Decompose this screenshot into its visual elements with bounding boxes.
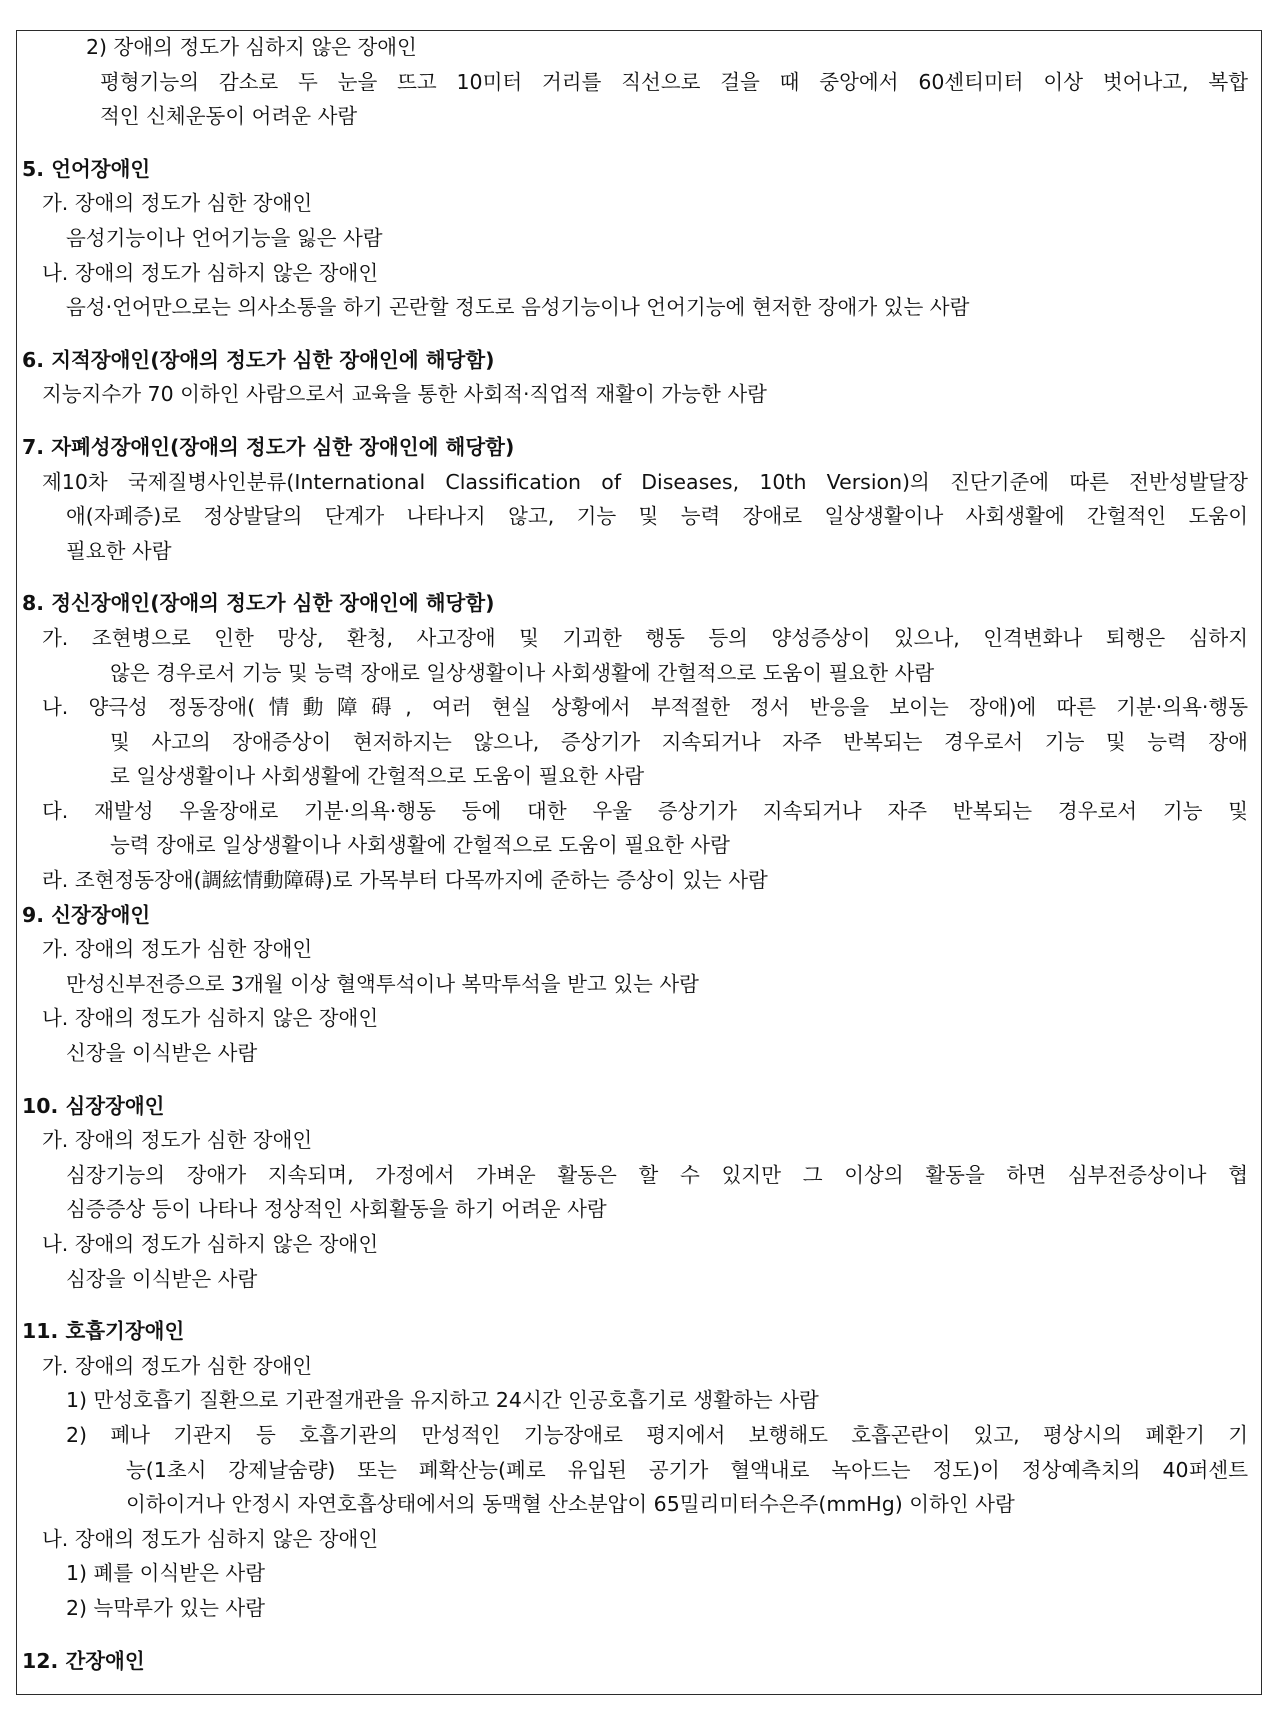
- s8-ga-line2: 않은 경우로서 기능 및 능력 장애로 일상생활이나 사회생활에 간헐적으로 도움이 필요한 사람: [110, 660, 935, 685]
- s5-na-text: 음성·언어만으로는 의사소통을 하기 곤란할 정도로 음성기능이나 언어기능에 현저한 장애가 있는 사람: [66, 295, 970, 320]
- s9-na-text: 신장을 이식받은 사람: [66, 1041, 258, 1066]
- section-gap: [22, 325, 1254, 343]
- s4-sub2-text-line2: 적인 신체운동이 어려운 사람: [100, 104, 358, 129]
- section-gap: [22, 134, 1254, 152]
- s11-ga-item1: 1) 만성호흡기 질환으로 기관절개관을 유지하고 24시간 인공호흡기로 생활하는 사람: [66, 1388, 819, 1413]
- section-gap: [22, 412, 1254, 430]
- s10-ga-label: 가. 장애의 정도가 심한 장애인: [42, 1128, 313, 1153]
- s7-text-line3: 필요한 사람: [66, 538, 172, 563]
- s11-heading: 11. 호흡기장애인: [22, 1319, 185, 1344]
- s8-na-line1: 나. 양극성 정동장애(情動障碍, 여러 현실 상황에서 부적절한 정서 반응을 보이는 장애)에 따른 기분·의욕·행동: [42, 695, 1248, 720]
- s6-text: 지능지수가 70 이하인 사람으로서 교육을 통한 사회적·직업적 재활이 가능한 사람: [42, 382, 767, 407]
- s11-ga-item2-line3: 이하이거나 안정시 자연호흡상태에서의 동맥혈 산소분압이 65밀리미터수은주(mmHg) 이하인 사람: [126, 1492, 1015, 1517]
- s5-ga-text: 음성기능이나 언어기능을 잃은 사람: [66, 225, 383, 250]
- s9-ga-label: 가. 장애의 정도가 심한 장애인: [42, 937, 313, 962]
- s11-na-item2: 2) 늑막루가 있는 사람: [66, 1595, 266, 1620]
- s8-heading: 8. 정신장애인(장애의 정도가 심한 장애인에 해당함): [22, 591, 495, 616]
- s11-na-label: 나. 장애의 정도가 심하지 않은 장애인: [42, 1526, 379, 1551]
- s10-na-label: 나. 장애의 정도가 심하지 않은 장애인: [42, 1232, 379, 1256]
- s11-ga-label: 가. 장애의 정도가 심한 장애인: [42, 1353, 313, 1378]
- s5-na-label: 나. 장애의 정도가 심하지 않은 장애인: [42, 260, 379, 285]
- s10-na-text: 심장을 이식받은 사람: [66, 1266, 258, 1291]
- s8-na-line3: 로 일상생활이나 사회생활에 간헐적으로 도움이 필요한 사람: [110, 764, 645, 789]
- s8-ga-line1: 가. 조현병으로 인한 망상, 환청, 사고장애 및 기괴한 행동 등의 양성증상이 있으나, 인격변화나 퇴행은 심하지: [42, 625, 1248, 650]
- section-gap: [22, 1626, 1254, 1644]
- s8-ra: 라. 조현정동장애(調絃情動障碍)로 가목부터 다목까지에 준하는 증상이 있는 사람: [42, 868, 768, 893]
- s5-heading: 5. 언어장애인: [22, 156, 151, 181]
- s7-text-line2: 애(자폐증)로 정상발달의 단계가 나타나지 않고, 기능 및 능력 장애로 일상생활이나 사회생활에 간헐적인 도움이: [66, 504, 1248, 529]
- s11-ga-item2-line1: 2) 폐나 기관지 등 호흡기관의 만성적인 기능장애로 평지에서 보행해도 호흡곤란이 있고, 평상시의 폐환기 기: [66, 1422, 1248, 1447]
- section-gap: [22, 1296, 1254, 1314]
- s10-ga-text-line1: 심장기능의 장애가 지속되며, 가정에서 가벼운 활동은 할 수 있지만 그 이상의 활동을 하면 심부전증상이나 협: [66, 1162, 1248, 1187]
- s11-ga-item2-line2: 능(1초시 강제날숨량) 또는 폐확산능(폐로 유입된 공기가 혈액내로 녹아드는 정도)이 정상예측치의 40퍼센트: [126, 1457, 1248, 1482]
- section-gap: [22, 568, 1254, 586]
- s8-da-line1: 다. 재발성 우울장애로 기분·의욕·행동 등에 대한 우울 증상기가 지속되거나 자주 반복되는 경우로서 기능 및: [42, 798, 1248, 823]
- section-gap: [22, 1071, 1254, 1089]
- s11-na-item1: 1) 폐를 이식받은 사람: [66, 1561, 266, 1586]
- s4-sub2-label: 2) 장애의 정도가 심하지 않은 장애인: [86, 35, 417, 59]
- s6-heading: 6. 지적장애인(장애의 정도가 심한 장애인에 해당함): [22, 347, 495, 372]
- document-body: [22, 30, 1254, 1678]
- s10-ga-text-line2: 심증증상 등이 나타나 정상적인 사회활동을 하기 어려운 사람: [66, 1197, 607, 1222]
- s9-ga-text: 만성신부전증으로 3개월 이상 혈액투석이나 복막투석을 받고 있는 사람: [66, 971, 699, 996]
- s8-da-line2: 능력 장애로 일상생활이나 사회생활에 간헐적으로 도움이 필요한 사람: [110, 833, 730, 858]
- s10-heading: 10. 심장장애인: [22, 1093, 165, 1118]
- s5-ga-label: 가. 장애의 정도가 심한 장애인: [42, 191, 313, 216]
- s8-na-line2: 및 사고의 장애증상이 현저하지는 않으나, 증상기가 지속되거나 자주 반복되는 경우로서 기능 및 능력 장애: [110, 729, 1248, 754]
- s7-heading: 7. 자폐성장애인(장애의 정도가 심한 장애인에 해당함): [22, 434, 515, 459]
- s9-na-label: 나. 장애의 정도가 심하지 않은 장애인: [42, 1006, 379, 1031]
- s9-heading: 9. 신장장애인: [22, 902, 151, 927]
- s12-heading: 12. 간장애인: [22, 1648, 145, 1673]
- s7-text-line1: 제10차 국제질병사인분류(International Classification of Diseases, 10th Version)의 진단기준에 따른 전반성발달장: [42, 469, 1248, 494]
- s4-sub2-text-line1: 평형기능의 감소로 두 눈을 뜨고 10미터 거리를 직선으로 걸을 때 중앙에서 60센티미터 이상 벗어나고, 복합: [100, 69, 1248, 94]
